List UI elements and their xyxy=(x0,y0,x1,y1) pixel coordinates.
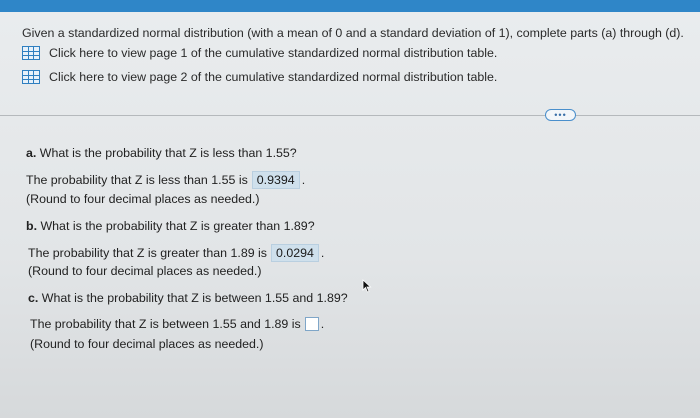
part-c-letter: c. xyxy=(28,291,39,305)
part-a-question xyxy=(26,146,297,160)
part-c-question xyxy=(28,291,348,305)
period: . xyxy=(301,173,306,187)
part-a-letter: a. xyxy=(26,146,37,160)
part-a-question-text: What is the probability that Z is less than 1.55? xyxy=(39,146,297,160)
part-a-note: (Round to four decimal places as needed.) xyxy=(26,192,260,206)
part-b-letter: b. xyxy=(26,219,38,233)
table-page-1-link[interactable] xyxy=(22,46,497,60)
part-b-question xyxy=(26,219,315,233)
part-c-note: (Round to four decimal places as needed.) xyxy=(30,337,264,351)
period: . xyxy=(320,246,325,260)
problem-intro: Given a standardized normal distribution (with a mean of 0 and a standard deviation of 1), complete parts (a) through (d). xyxy=(22,26,684,40)
section-divider xyxy=(0,115,700,116)
table-icon xyxy=(22,70,40,84)
table-page-2-link[interactable] xyxy=(22,70,497,84)
part-b-question-text: What is the probability that Z is greater than 1.89? xyxy=(40,219,315,233)
top-bar xyxy=(0,0,700,12)
part-a-answer-prefix: The probability that Z is less than 1.55 is xyxy=(26,173,248,187)
part-b-answer-field[interactable]: 0.0294 xyxy=(271,244,319,262)
table-icon xyxy=(22,46,40,60)
table-page-2-label[interactable]: Click here to view page 2 of the cumulative standardized normal distribution table. xyxy=(49,70,498,84)
part-c-answer-field[interactable] xyxy=(305,317,319,331)
part-b-note: (Round to four decimal places as needed.) xyxy=(28,264,262,278)
part-c-question-text: What is the probability that Z is between 1.55 and 1.89? xyxy=(41,291,348,305)
part-b-answer-row xyxy=(28,244,324,262)
part-a-answer-row xyxy=(26,171,305,189)
table-page-1-label[interactable]: Click here to view page 1 of the cumulative standardized normal distribution table. xyxy=(49,46,498,60)
part-a-answer-field[interactable]: 0.9394 xyxy=(252,171,300,189)
part-c-answer-prefix: The probability that Z is between 1.55 and 1.89 is xyxy=(30,317,301,331)
period: . xyxy=(320,317,325,331)
part-b-answer-prefix: The probability that Z is greater than 1.89 is xyxy=(28,246,267,260)
part-c-answer-row xyxy=(30,317,324,331)
more-button[interactable]: ••• xyxy=(545,109,576,121)
